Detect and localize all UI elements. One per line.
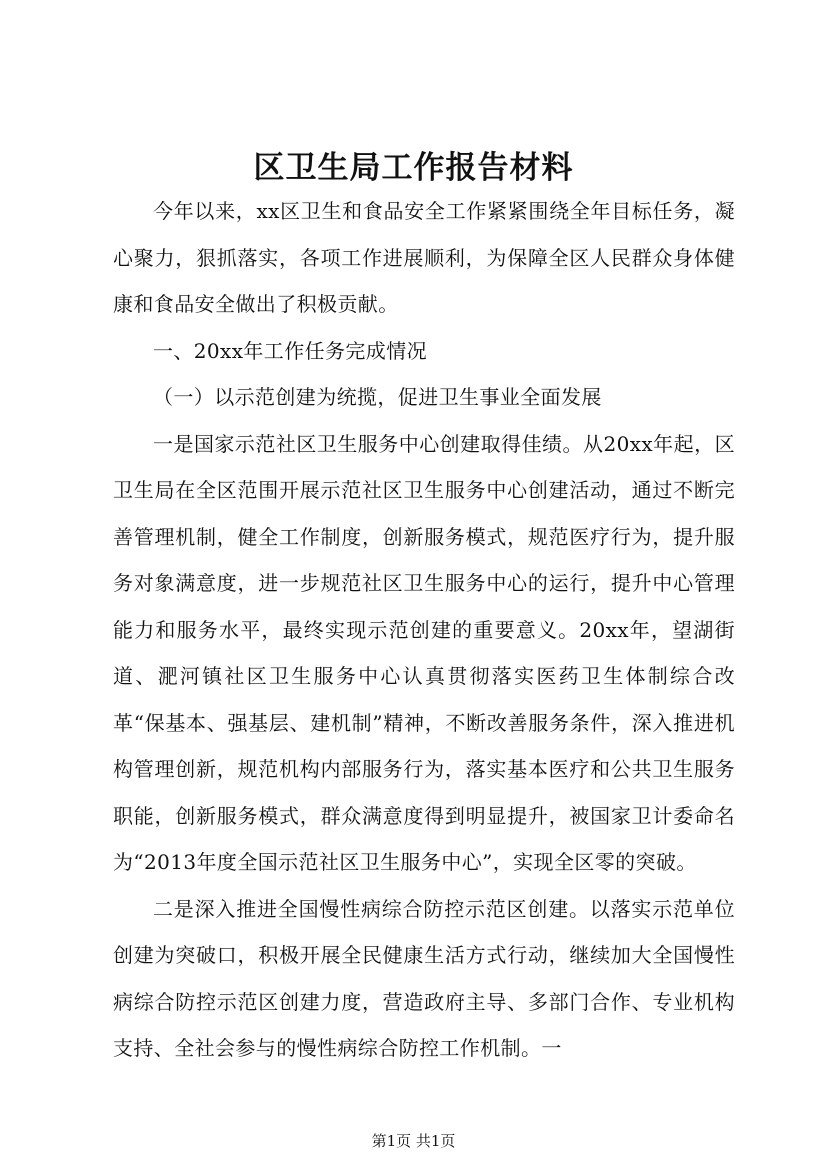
paragraph-intro: 今年以来，xx区卫生和食品安全工作紧紧围绕全年目标任务，凝心聚力，狠抓落实，各项工作进展顺利，为保障全区人民群众身体健康和食品安全做出了积极贡献。 xyxy=(113,199,735,316)
section-heading: 一、20xx年工作任务完成情况 xyxy=(153,338,428,363)
subsection-heading: （一）以示范创建为统揽，促进卫生事业全面发展 xyxy=(153,385,602,409)
paragraph-item-2: 二是深入推进全国慢性病综合防控示范区创建。以落实示范单位创建为突破口，积极开展全民健康生活方式行动，继续加大全国慢性病综合防控示范区创建力度，营造政府主导、多部门合作、专业机构支持、全社会参与的慢性病综合防控工作机制。一 xyxy=(113,896,735,1060)
paragraph-item-1: 一是国家示范社区卫生服务中心创建取得佳绩。从20xx年起，区卫生局在全区范围开展示范社区卫生服务中心创建活动，通过不断完善管理机制，健全工作制度，创新服务模式，规范医疗行为，提升服务对象满意度，进一步规范社区卫生服务中心的运行，提升中心管理能力和服务水平，最终实现示范创建的重要意义。20xx年，望湖街道、淝河镇社区卫生服务中心认真贯彻落实医药卫生体制综合改革“保基本、强基层、建机制”精神，不断改善服务条件，深入推进机构管理创新，规范机构内部服务行为，落实基本医疗和公共卫生服务职能，创新服务模式，群众满意度得到明显提升，被国家卫计委命名为“2013年度全国示范社区卫生服务中心”，实现全区零的突破。 xyxy=(113,431,735,874)
page-number-footer: 第1页 共1页 xyxy=(371,1132,456,1150)
document-body xyxy=(113,188,735,1072)
document-title: 区卫生局工作报告材料 xyxy=(253,150,574,186)
